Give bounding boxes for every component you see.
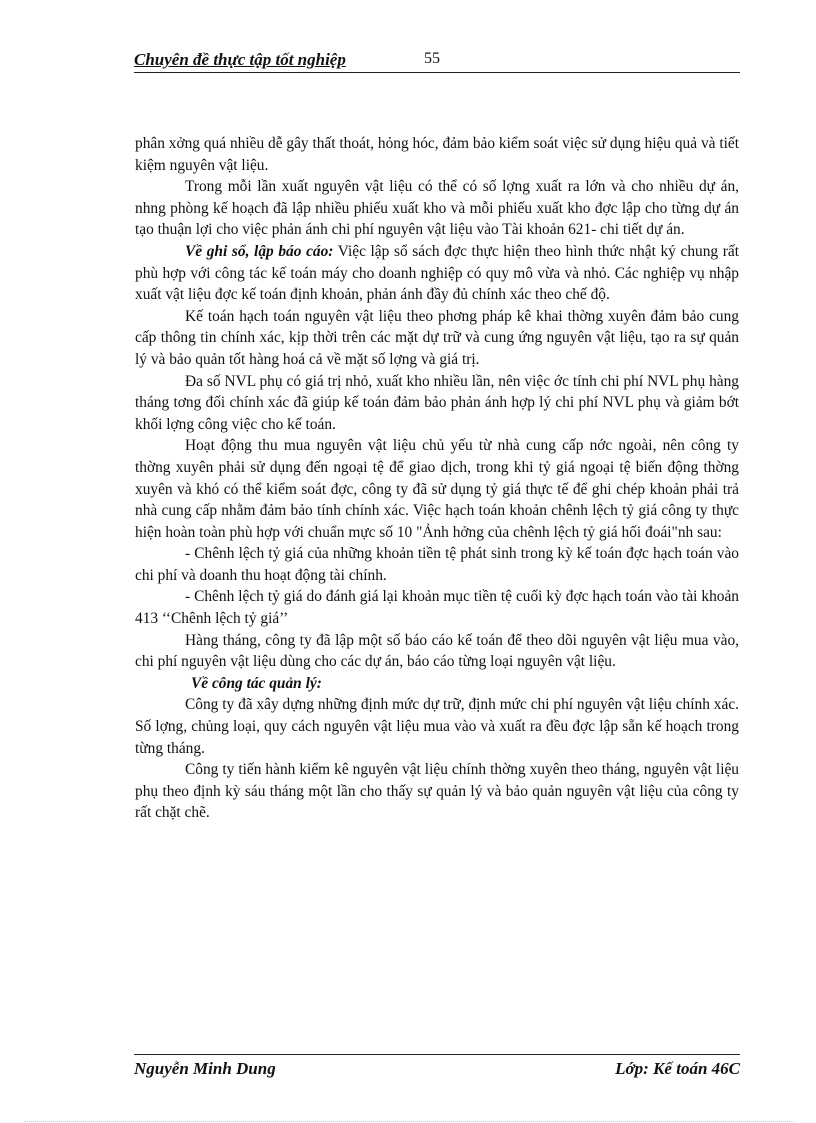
page-footer <box>134 1054 740 1078</box>
paragraph-3 <box>135 241 739 306</box>
paragraph-4: Kế toán hạch toán nguyên vật liệu theo phơng pháp kê khai thờng xuyên đảm bảo cung cấp thông tin chính xác, kịp thời trên các mặt dự trữ và cung ứng nguyên vật liệu, tạo ra sự quản lý và bảo quản tốt hàng hoá cả về mặt số lợng và giá trị. <box>135 307 739 368</box>
paragraph-2: Trong mỗi lần xuất nguyên vật liệu có thể có số lợng xuất ra lớn và cho nhiều dự án, nhng phòng kế hoạch đã lập nhiều phiếu xuất kho và mỗi phiếu xuất kho đợc lập cho từng dự án tạo thuận lợi cho việc phản ánh chi phí nguyên vật liệu vào Tài khoản 621- chi tiết dự án. <box>135 178 739 239</box>
paragraph-5: Đa số NVL phụ có giá trị nhỏ, xuất kho nhiều lần, nên việc ớc tính chi phí NVL phụ hàng tháng tơng đối chính xác đã giúp kế toán đảm bảo phản ánh hợp lý chi phí NVL phụ và giảm bớt khối lợng công việc cho kế toán. <box>135 372 739 433</box>
page-edge-divider <box>24 1121 794 1122</box>
paragraph-8: - Chênh lệch tỷ giá do đánh giá lại khoản mục tiền tệ cuối kỳ đợc hạch toán vào tài khoản 413 ‘‘Chênh lệch tỷ giá’’ <box>135 588 739 628</box>
paragraph-10: Công ty đã xây dựng những định mức dự trữ, định mức chi phí nguyên vật liệu chính xác. Số lợng, chủng loại, quy cách nguyên vật liệu mua vào và xuất ra đều đợc lập sẵn kế hoạch trong từng tháng. <box>135 696 739 757</box>
paragraph-1: phân xởng quá nhiều dễ gây thất thoát, hỏng hóc, đảm bảo kiểm soát việc sử dụng hiệu quả và tiết kiệm nguyên vật liệu. <box>135 135 739 174</box>
page-number: 55 <box>424 50 440 67</box>
document-body <box>135 133 739 824</box>
paragraph-11: Công ty tiến hành kiểm kê nguyên vật liệu chính thờng xuyên theo tháng, nguyên vật liệu phụ theo định kỳ sáu tháng một lần cho thấy sự quản lý và bảo quản nguyên vật liệu của công ty rất chặt chẽ. <box>135 761 739 822</box>
footer-class: Lớp: Kế toán 46C <box>615 1059 740 1078</box>
paragraph-7: - Chênh lệch tỷ giá của những khoản tiền tệ phát sinh trong kỳ kế toán đợc hạch toán vào chi phí và doanh thu hoạt động tài chính. <box>135 545 739 584</box>
section-subheading: Về công tác quản lý: <box>191 674 322 692</box>
paragraph-6: Hoạt động thu mua nguyên vật liệu chủ yếu từ nhà cung cấp nớc ngoài, nên công ty thờng xuyên phải sử dụng đến ngoại tệ để giao dịch, trong khi tỷ giá ngoại tệ biến động thờng xuyên và khó có thể kiểm soát đợc, công ty đã sử dụng tỷ giá thực tế để ghi chép khoản phải trả nhà cung cấp nhằm đảm bảo tính chính xác. Việc hạch toán khoản chênh lệch tỷ giá công ty thực hiện hoàn toàn phù hợp với chuẩn mực số 10 "Ảnh hởng của chênh lệch tỷ giá hối đoái"nh sau: <box>135 437 739 541</box>
paragraph-9: Hàng tháng, công ty đã lập một số báo cáo kế toán để theo dõi nguyên vật liệu mua vào, chi phí nguyên vật liệu dùng cho các dự án, báo cáo từng loại nguyên vật liệu. <box>135 631 739 671</box>
paragraph-3-lead: Về ghi sổ, lập báo cáo: <box>185 242 334 260</box>
paragraph-3-text: Việc lập sổ sách đợc thực hiện theo hình thức nhật ký chung rất phù hợp với công tác kế toán máy cho doanh nghiệp có quy mô vừa và nhỏ. Các nghiệp vụ nhập xuất vật liệu đợc kế toán định khoản, phản ánh đầy đủ chính xác theo chế độ. <box>135 242 739 304</box>
header-title: Chuyên đề thực tập tốt nghiệp <box>134 50 346 69</box>
page-header <box>134 48 740 73</box>
footer-author: Nguyễn Minh Dung <box>134 1059 276 1078</box>
